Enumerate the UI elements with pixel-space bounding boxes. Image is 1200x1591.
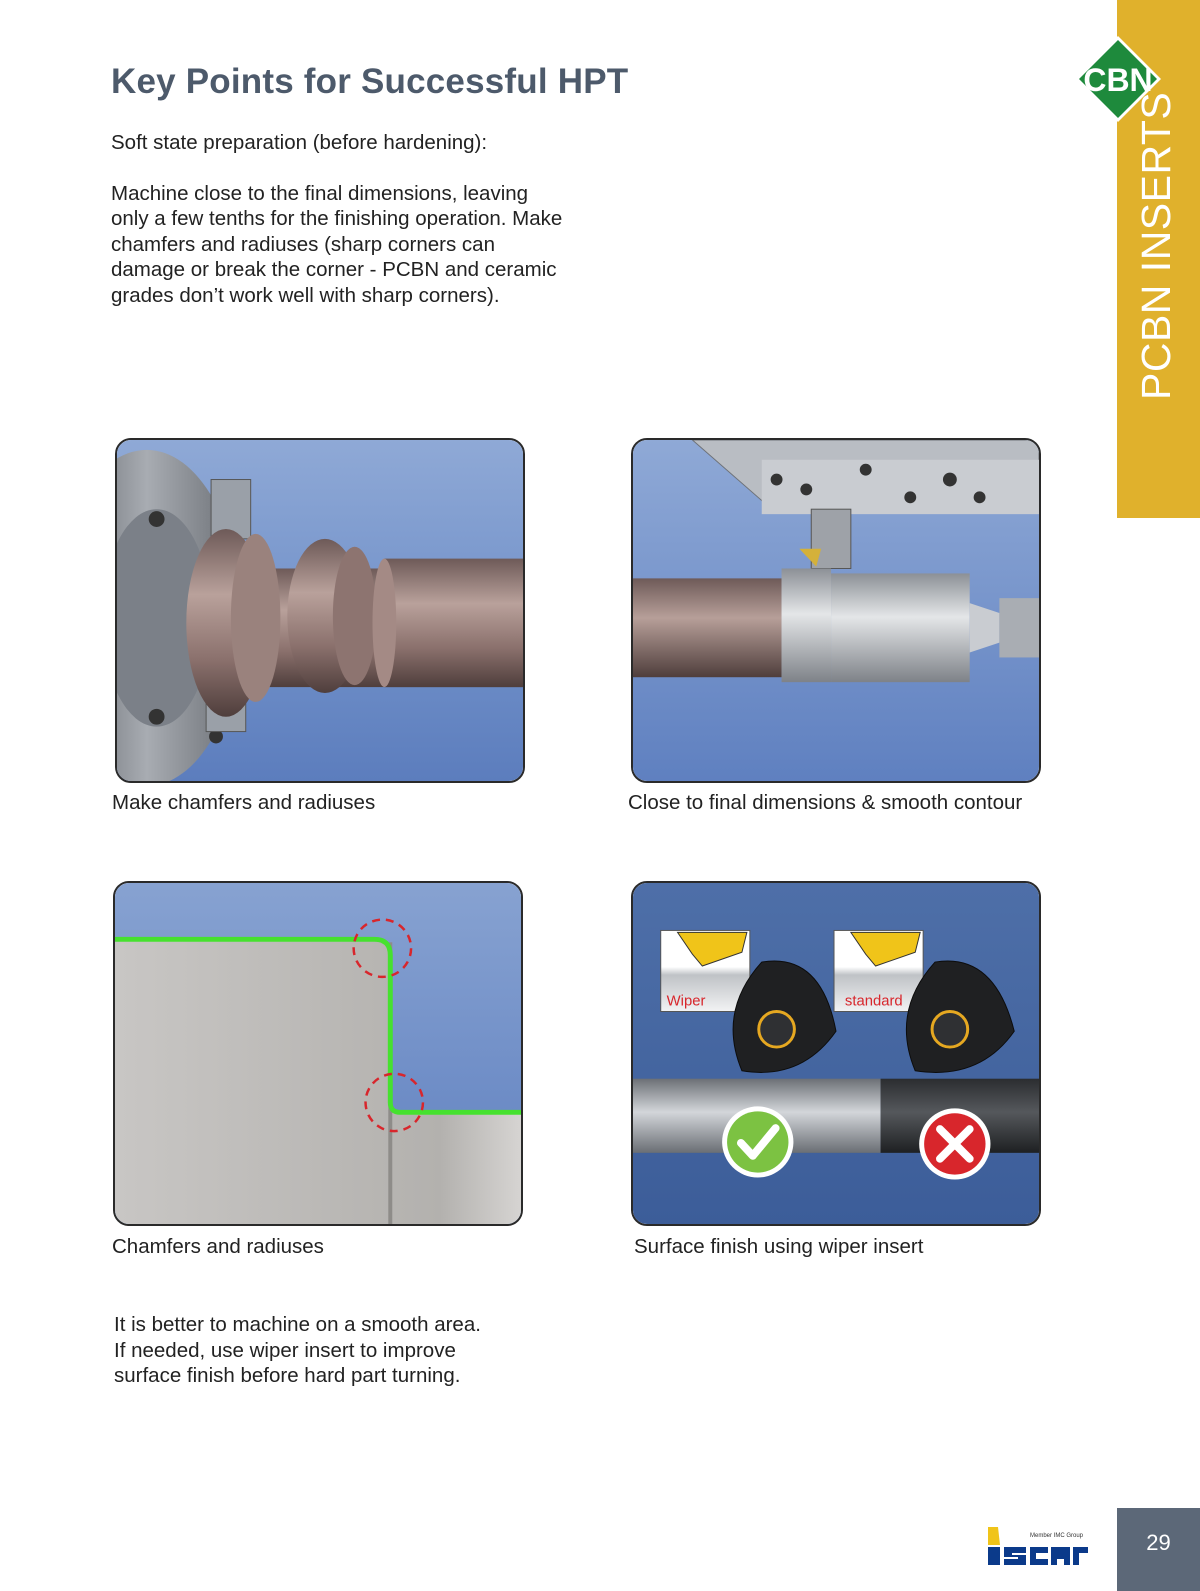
figure-chuck <box>115 438 525 783</box>
figure-chamfers <box>113 881 523 1226</box>
figure-wiper-caption: Surface finish using wiper insert <box>634 1235 924 1258</box>
cross-icon <box>919 1108 990 1179</box>
cbn-logo-text: CBN <box>1083 62 1153 98</box>
side-tab-label: PCBN INSERTS <box>1133 91 1179 400</box>
page-title: Key Points for Successful HPT <box>111 62 629 101</box>
outro-line-3: surface finish before hard part turning. <box>114 1364 461 1387</box>
figure-turning <box>631 438 1041 783</box>
outro-text <box>114 1312 544 1389</box>
outro-line-1: It is better to machine on a smooth area. <box>114 1313 481 1336</box>
iscar-logo-icon <box>988 1525 1088 1567</box>
figure-chamfers-caption: Chamfers and radiuses <box>112 1235 324 1258</box>
figure-chuck-caption: Make chamfers and radiuses <box>112 791 376 814</box>
figure-wiper <box>631 881 1041 1226</box>
intro-body: Machine close to the final dimensions, leaving only a few tenths for the finishing operation. Make chamfers and radiuses (sharp corners can damage or break the corner - PCBN and ceramic grades don’t work well with sharp corners). <box>111 181 563 307</box>
intro-text <box>111 130 571 333</box>
figure-turning-caption: Close to final dimensions & smooth contour <box>628 791 1023 814</box>
standard-label: standard <box>844 993 903 1010</box>
wiper-label: Wiper <box>666 993 706 1010</box>
check-icon <box>722 1106 793 1177</box>
intro-heading: Soft state preparation (before hardening): <box>111 131 488 154</box>
cbn-logo-icon <box>1073 34 1163 124</box>
page-number: 29 <box>1146 1530 1171 1555</box>
outro-line-2: If needed, use wiper insert to improve <box>114 1338 456 1362</box>
member-text: Member IMC Group <box>1030 1533 1084 1539</box>
